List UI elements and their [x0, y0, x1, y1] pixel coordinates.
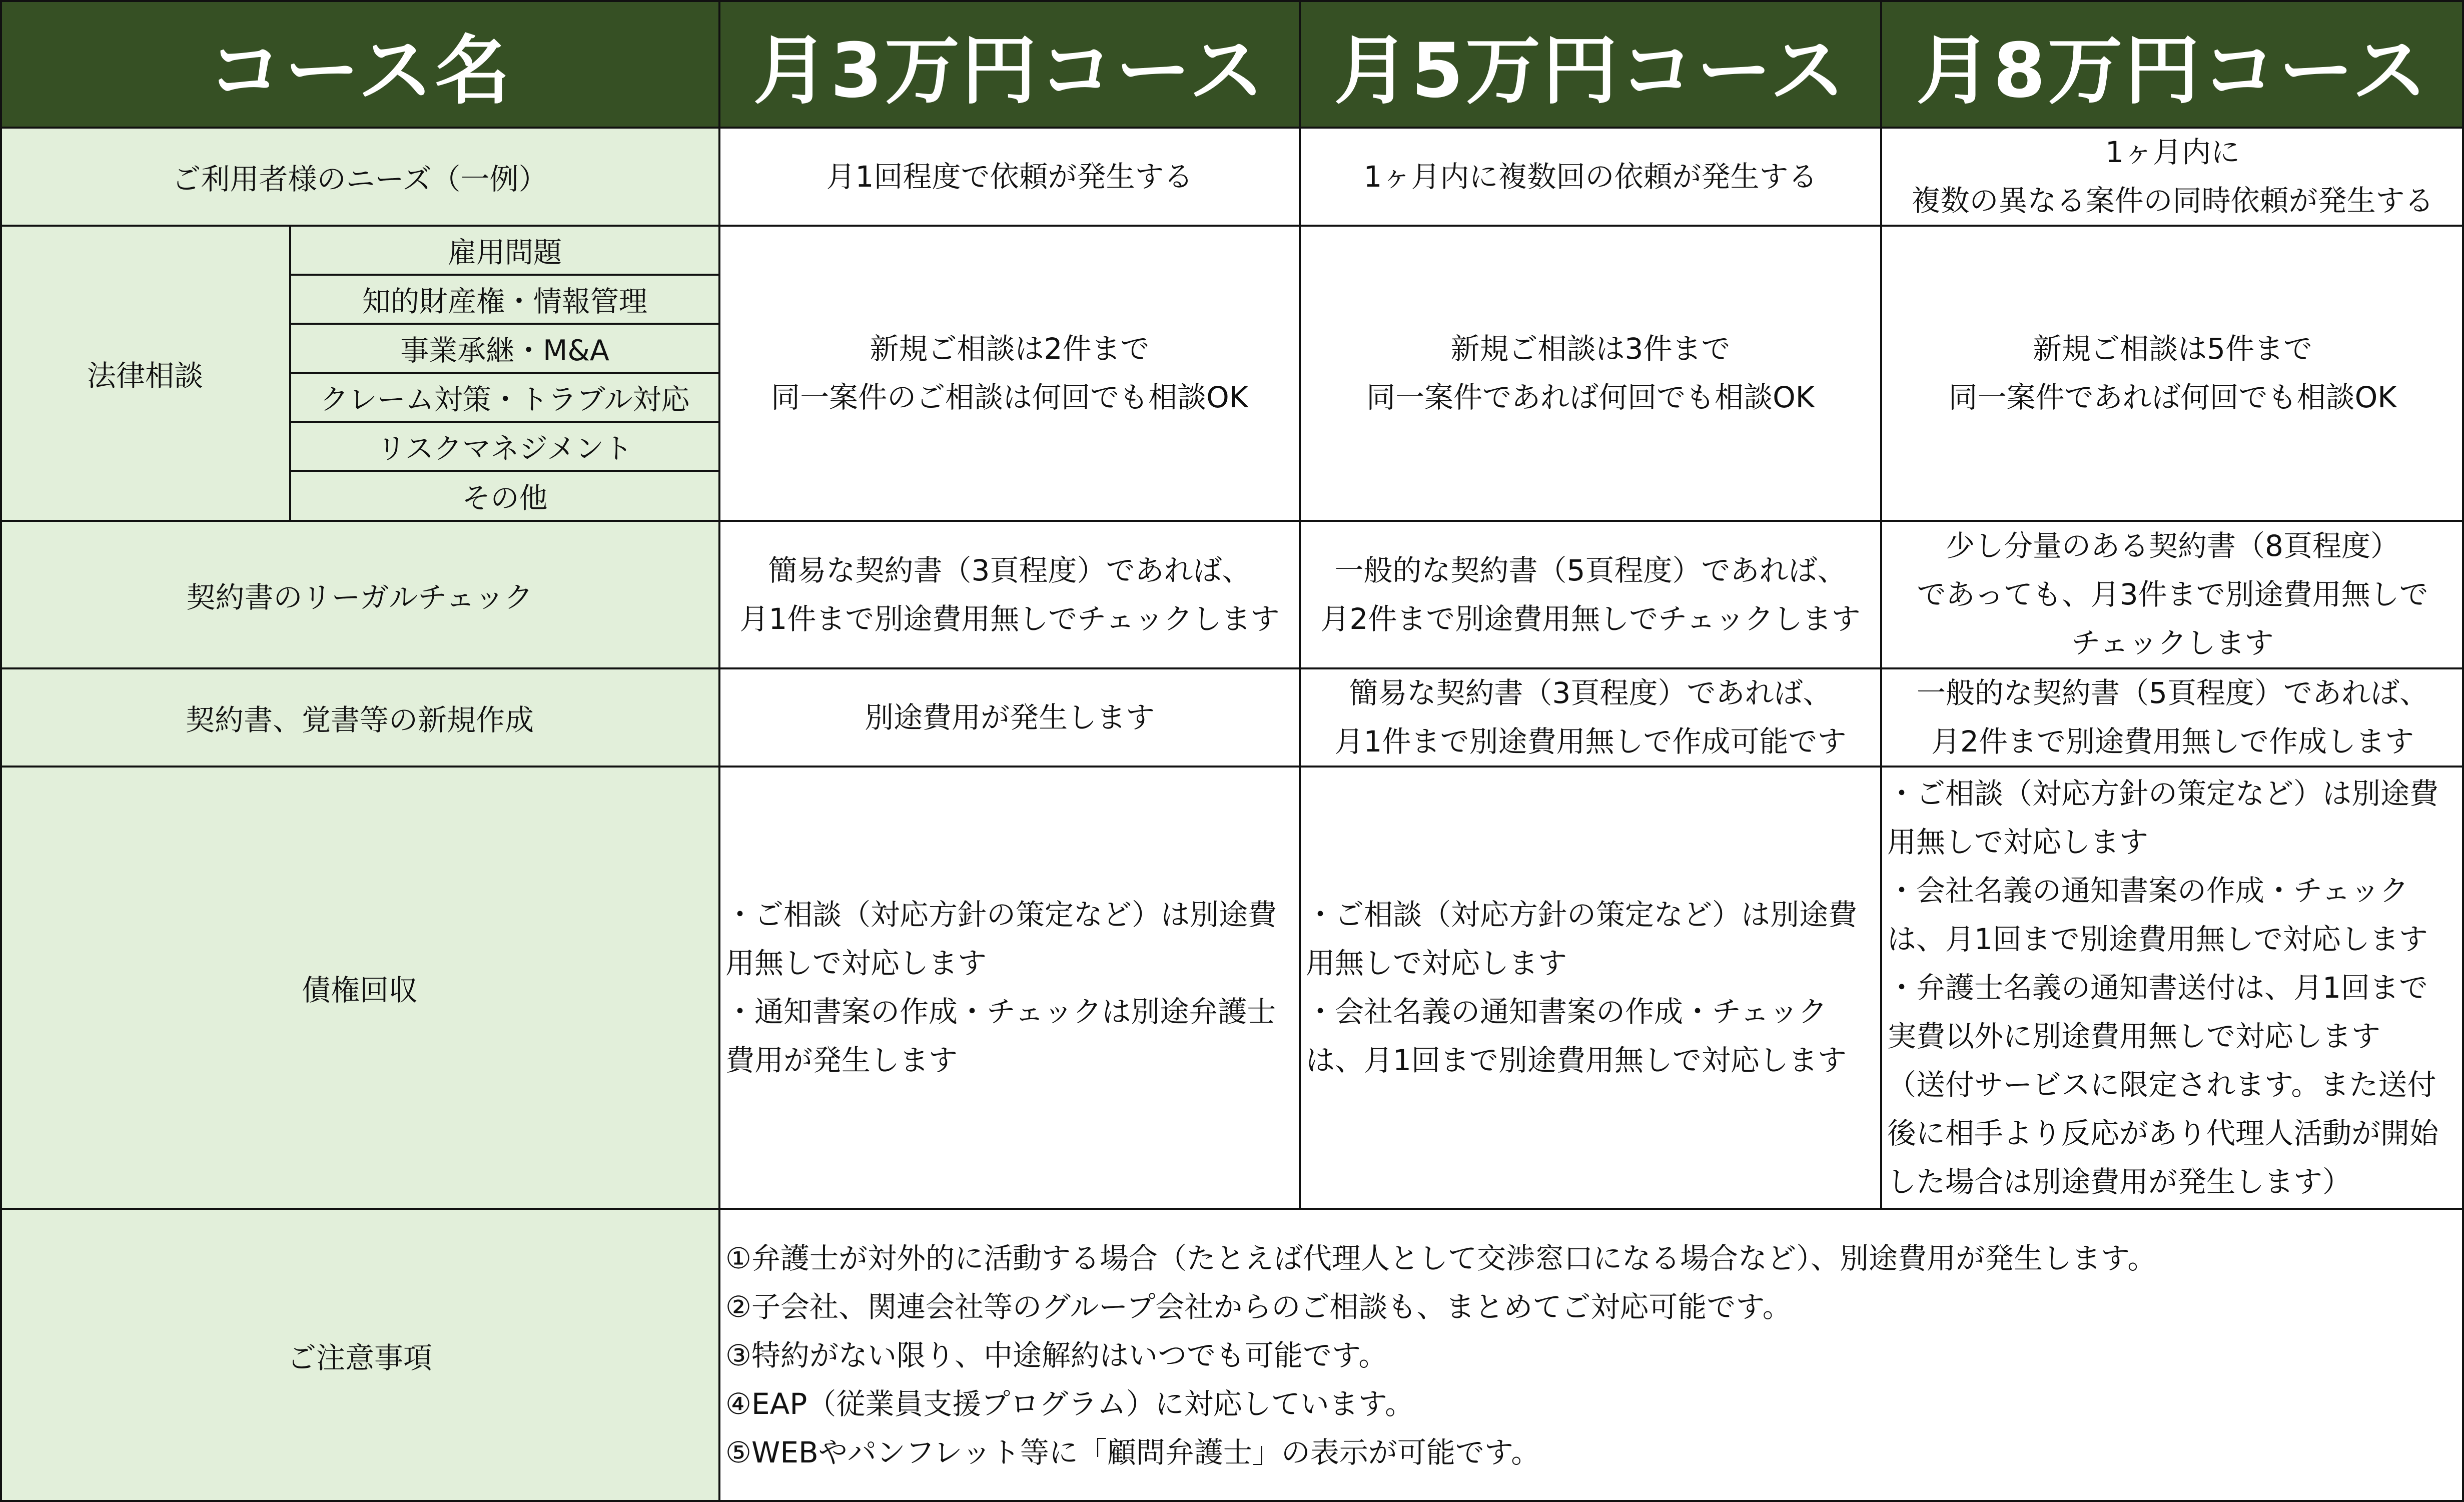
needs-plan-50k-line-1: 1ヶ月内に複数回の依頼が発生する	[1363, 159, 1818, 194]
legal-sub-succession	[290, 324, 719, 373]
needs-plan-30k	[719, 128, 1300, 226]
debt-plan-80k-line-5: ・弁護士名義の通知書送付は、月1回まで	[1887, 970, 2428, 1005]
row-label-legal-text: 法律相談	[87, 359, 203, 393]
legal-sub-succession-text: 事業承継・M&A	[400, 334, 609, 367]
debt-plan-30k-line-1: ・ご相談（対応方針の策定など）は別途費	[725, 898, 1277, 932]
grid-line-legal-sub-1	[290, 274, 719, 276]
grid-line-legal-sub-4	[290, 421, 719, 423]
draft-plan-50k-line-1: 簡易な契約書（3頁程度）であれば、	[1349, 676, 1832, 710]
check-plan-30k-line-1: 簡易な契約書（3頁程度）であれば、	[768, 553, 1251, 587]
grid-line-legal-sub-5	[290, 470, 719, 472]
needs-plan-80k-line-2: 複数の異なる案件の同時依頼が発生する	[1911, 184, 2434, 218]
debt-plan-80k-line-8: 後に相手より反応があり代理人活動が開始	[1887, 1116, 2439, 1150]
row-label-notes	[0, 1209, 719, 1502]
debt-plan-80k	[1881, 767, 2464, 1209]
grid-line-plan-col-2	[1880, 0, 1882, 1209]
header-course-name: コース名	[0, 0, 719, 128]
legal-plan-30k	[719, 226, 1300, 521]
legal-plan-80k-line-2: 同一案件であれば何回でも相談OK	[1948, 380, 2397, 414]
row-label-notes-text: ご注意事項	[287, 1341, 432, 1375]
grid-line-debt-bottom	[0, 1208, 2464, 1210]
needs-plan-30k-line-1: 月1回程度で依頼が発生する	[826, 159, 1193, 194]
legal-plan-50k-line-1: 新規ご相談は3件まで	[1450, 332, 1731, 366]
legal-sub-ip	[290, 275, 719, 324]
debt-plan-30k	[719, 767, 1300, 1209]
debt-plan-30k-line-2: 用無しで対応します	[725, 946, 987, 980]
debt-plan-50k-line-1: ・ご相談（対応方針の策定など）は別途費	[1306, 898, 1858, 932]
grid-line-right	[2462, 0, 2464, 1502]
row-label-needs	[0, 128, 719, 226]
grid-line-plan-col-1	[1299, 0, 1301, 1209]
row-label-needs-text: ご利用者様のニーズ（一例）	[172, 162, 548, 196]
legal-sub-risk	[290, 422, 719, 471]
draft-plan-80k-line-1: 一般的な契約書（5頁程度）であれば、	[1917, 676, 2428, 710]
debt-plan-80k-line-7: （送付サービスに限定されます。また送付	[1887, 1067, 2436, 1102]
legal-sub-claims-text: クレーム対策・トラブル対応	[320, 383, 690, 416]
check-plan-80k	[1881, 521, 2464, 668]
legal-sub-claims	[290, 373, 719, 422]
grid-line-left	[0, 0, 2, 1502]
header-plan-50k: 月5万円コース	[1300, 0, 1881, 128]
note-item-5: ⑤WEBやパンフレット等に「顧問弁護士」の表示が可能です。	[725, 1435, 1540, 1469]
note-item-1: ①弁護士が対外的に活動する場合（たとえば代理人として交渉窓口になる場合など）、別途費用が発生します。	[725, 1241, 2157, 1275]
draft-plan-50k	[1300, 668, 1881, 767]
debt-plan-80k-line-9: した場合は別途費用が発生します）	[1887, 1164, 2352, 1199]
check-plan-30k-line-2: 月1件まで別途費用無しでチェックします	[739, 601, 1280, 636]
check-plan-30k	[719, 521, 1300, 668]
grid-line-header-bottom	[0, 127, 2464, 129]
debt-plan-30k-line-3: ・通知書案の作成・チェックは別途弁護士	[725, 995, 1276, 1029]
draft-plan-80k	[1881, 668, 2464, 767]
grid-line-top	[0, 0, 2464, 2]
debt-plan-50k-line-3: ・会社名義の通知書案の作成・チェック	[1306, 995, 1828, 1029]
debt-plan-50k-line-4: は、月1回まで別途費用無しで対応します	[1306, 1043, 1847, 1077]
check-plan-80k-line-3: チェックします	[2071, 626, 2274, 660]
legal-sub-employment-text: 雇用問題	[448, 236, 562, 269]
note-item-4: ④EAP（従業員支援プログラム）に対応しています。	[725, 1386, 1414, 1421]
row-label-debt-collection	[0, 767, 719, 1209]
legal-plan-50k-line-2: 同一案件であれば何回でも相談OK	[1366, 380, 1815, 414]
row-label-contract-check-text: 契約書のリーガルチェック	[186, 580, 533, 614]
check-plan-50k-line-2: 月2件まで別途費用無しでチェックします	[1320, 601, 1861, 636]
legal-plan-80k-line-1: 新規ご相談は5件まで	[2033, 332, 2312, 366]
debt-plan-80k-line-1: ・ご相談（対応方針の策定など）は別途費	[1887, 776, 2439, 811]
row-label-debt-collection-text: 債権回収	[301, 973, 418, 1007]
header-plan-30k: 月3万円コース	[719, 0, 1300, 128]
grid-line-legal-bottom	[0, 520, 2464, 522]
check-plan-50k-line-1: 一般的な契約書（5頁程度）であれば、	[1334, 553, 1847, 587]
debt-plan-80k-line-4: は、月1回まで別途費用無しで対応します	[1887, 922, 2428, 956]
debt-plan-80k-line-6: 実費以外に別途費用無しで対応します	[1887, 1019, 2381, 1053]
legal-plan-30k-line-2: 同一案件のご相談は何回でも相談OK	[771, 380, 1248, 414]
row-label-contract-draft	[0, 668, 719, 767]
grid-line-bottom	[0, 1500, 2464, 1502]
needs-plan-50k	[1300, 128, 1881, 226]
check-plan-80k-line-2: であっても、月3件まで別途費用無しで	[1917, 577, 2428, 611]
draft-plan-30k	[719, 668, 1300, 767]
grid-line-draft-bottom	[0, 766, 2464, 768]
grid-line-legal-sub-2	[290, 323, 719, 325]
legal-plan-50k	[1300, 226, 1881, 521]
debt-plan-80k-line-2: 用無しで対応します	[1887, 825, 2149, 859]
debt-plan-50k	[1300, 767, 1881, 1209]
draft-plan-80k-line-2: 月2件まで別途費用無しで作成します	[1931, 724, 2414, 759]
grid-line-needs-bottom	[0, 225, 2464, 227]
note-item-3: ③特約がない限り、中途解約はいつでも可能です。	[725, 1338, 1388, 1372]
note-item-2: ②子会社、関連会社等のグループ会社からのご相談も、まとめてご対応可能です。	[725, 1289, 1792, 1324]
debt-plan-30k-line-4: 費用が発生します	[725, 1043, 958, 1077]
check-plan-80k-line-1: 少し分量のある契約書（8頁程度）	[1946, 529, 2399, 563]
debt-plan-80k-line-3: ・会社名義の通知書案の作成・チェック	[1887, 873, 2409, 908]
check-plan-50k	[1300, 521, 1881, 668]
legal-plan-30k-line-1: 新規ご相談は2件まで	[870, 332, 1150, 366]
needs-plan-80k	[1881, 128, 2464, 226]
legal-sub-other-text: その他	[462, 482, 548, 515]
notes-content	[719, 1209, 2464, 1502]
debt-plan-50k-line-2: 用無しで対応します	[1306, 946, 1567, 980]
legal-plan-80k	[1881, 226, 2464, 521]
grid-line-legal-split	[289, 226, 291, 521]
draft-plan-50k-line-2: 月1件まで別途費用無しで作成可能です	[1334, 724, 1847, 759]
legal-sub-other	[290, 471, 719, 521]
grid-line-check-bottom	[0, 667, 2464, 669]
row-label-contract-draft-text: 契約書、覚書等の新規作成	[185, 703, 534, 737]
row-label-contract-check	[0, 521, 719, 668]
legal-sub-ip-text: 知的財産権・情報管理	[362, 285, 647, 318]
draft-plan-30k-line-1: 別途費用が発生します	[864, 700, 1155, 734]
grid-line-label-col	[718, 0, 720, 1502]
legal-sub-risk-text: リスクマネジメント	[377, 432, 633, 465]
legal-sub-employment	[290, 226, 719, 275]
header-plan-80k: 月8万円コース	[1881, 0, 2464, 128]
grid-line-legal-sub-3	[290, 372, 719, 374]
needs-plan-80k-line-1: 1ヶ月内に	[2105, 135, 2240, 169]
row-label-legal	[0, 226, 290, 521]
